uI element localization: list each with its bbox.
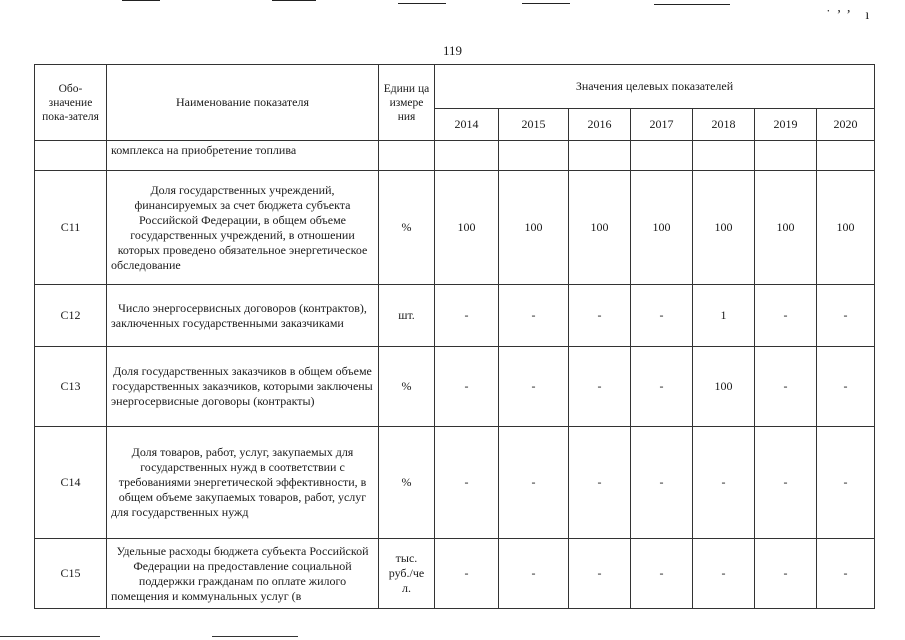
bottom-rule-1 (0, 636, 100, 637)
value-cell: - (435, 539, 499, 609)
value-cell: - (499, 347, 569, 427)
header-year: 2020 (817, 109, 875, 141)
value-cell: - (435, 285, 499, 347)
value-cell: - (693, 427, 755, 539)
value-cell: 100 (755, 171, 817, 285)
name-cell: Число энергосервисных договоров (контрактов), заключенных государственными заказчиками (107, 285, 379, 347)
unit-cell: тыс. руб./че л. (379, 539, 435, 609)
top-rule-3 (398, 3, 446, 4)
value-cell: - (631, 427, 693, 539)
code-cell: С11 (35, 171, 107, 285)
value-cell: - (631, 539, 693, 609)
code-cell: С13 (35, 347, 107, 427)
value-cell: - (499, 285, 569, 347)
header-year: 2014 (435, 109, 499, 141)
value-cell: - (817, 539, 875, 609)
header-year: 2019 (755, 109, 817, 141)
corner-marks: ˙’’ ı (826, 8, 876, 23)
table-row-continuation (35, 141, 875, 171)
value-cell: 100 (817, 171, 875, 285)
value-cell: 100 (435, 171, 499, 285)
bottom-rule-2 (212, 636, 298, 637)
value-cell: - (755, 539, 817, 609)
value-cell: - (755, 347, 817, 427)
value-cell (631, 141, 693, 171)
value-cell: 100 (569, 171, 631, 285)
value-cell: 100 (693, 171, 755, 285)
header-row (35, 65, 875, 109)
header-unit: Едини ца измере ния (379, 65, 435, 141)
value-cell: - (435, 427, 499, 539)
table-row-c12 (35, 285, 875, 347)
header-year: 2017 (631, 109, 693, 141)
value-cell (817, 141, 875, 171)
header-year: 2015 (499, 109, 569, 141)
value-cell: 1 (693, 285, 755, 347)
value-cell: - (569, 285, 631, 347)
value-cell: - (817, 285, 875, 347)
top-rule-1 (122, 0, 160, 1)
value-cell: - (569, 427, 631, 539)
code-cell: С12 (35, 285, 107, 347)
value-cell: - (569, 347, 631, 427)
value-cell (569, 141, 631, 171)
unit-cell: шт. (379, 285, 435, 347)
header-year: 2018 (693, 109, 755, 141)
value-cell (755, 141, 817, 171)
value-cell: - (499, 539, 569, 609)
value-cell: - (755, 427, 817, 539)
name-cell: Доля государственных учреждений, финансируемых за счет бюджета субъекта Российской Федерации, в общем объеме государственных учреждений, в отношении которых проведено обязательное энергетическое обследование (107, 171, 379, 285)
name-cell: Доля товаров, работ, услуг, закупаемых для государственных нужд в соответствии с требованиями энергетической эффективности, в общем объеме закупаемых товаров, работ, услуг для государственных нужд (107, 427, 379, 539)
value-cell: - (499, 427, 569, 539)
value-cell: - (569, 539, 631, 609)
top-rule-5 (654, 4, 730, 5)
name-cell: комплекса на приобретение топлива (107, 141, 379, 171)
page-number: 119 (442, 43, 463, 58)
code-cell (35, 141, 107, 171)
value-cell (435, 141, 499, 171)
value-cell: - (631, 347, 693, 427)
table-row-c15 (35, 539, 875, 609)
value-cell: - (817, 347, 875, 427)
header-code: Обо-значение пока-зателя (35, 65, 107, 141)
top-rule-2 (272, 0, 316, 1)
value-cell: 100 (499, 171, 569, 285)
top-rule-4 (522, 3, 570, 4)
header-year: 2016 (569, 109, 631, 141)
unit-cell: % (379, 427, 435, 539)
name-cell: Удельные расходы бюджета субъекта Российской Федерации на предоставление социальной поддержки гражданам по оплате жилого помещения и коммунальных услуг (в (107, 539, 379, 609)
indicators-table (34, 64, 875, 609)
unit-cell (379, 141, 435, 171)
value-cell: 100 (693, 347, 755, 427)
code-cell: С14 (35, 427, 107, 539)
table-row-c11 (35, 171, 875, 285)
value-cell: - (631, 285, 693, 347)
value-cell: 100 (631, 171, 693, 285)
value-cell: - (817, 427, 875, 539)
unit-cell: % (379, 171, 435, 285)
value-cell (499, 141, 569, 171)
table-row-c13 (35, 347, 875, 427)
code-cell: С15 (35, 539, 107, 609)
header-name: Наименование показателя (107, 65, 379, 141)
unit-cell: % (379, 347, 435, 427)
name-cell: Доля государственных заказчиков в общем объеме государственных заказчиков, которыми заключены энергосервисные договоры (контракты) (107, 347, 379, 427)
table-row-c14 (35, 427, 875, 539)
value-cell: - (693, 539, 755, 609)
value-cell: - (755, 285, 817, 347)
value-cell: - (435, 347, 499, 427)
value-cell (693, 141, 755, 171)
header-target-values: Значения целевых показателей (435, 65, 875, 109)
